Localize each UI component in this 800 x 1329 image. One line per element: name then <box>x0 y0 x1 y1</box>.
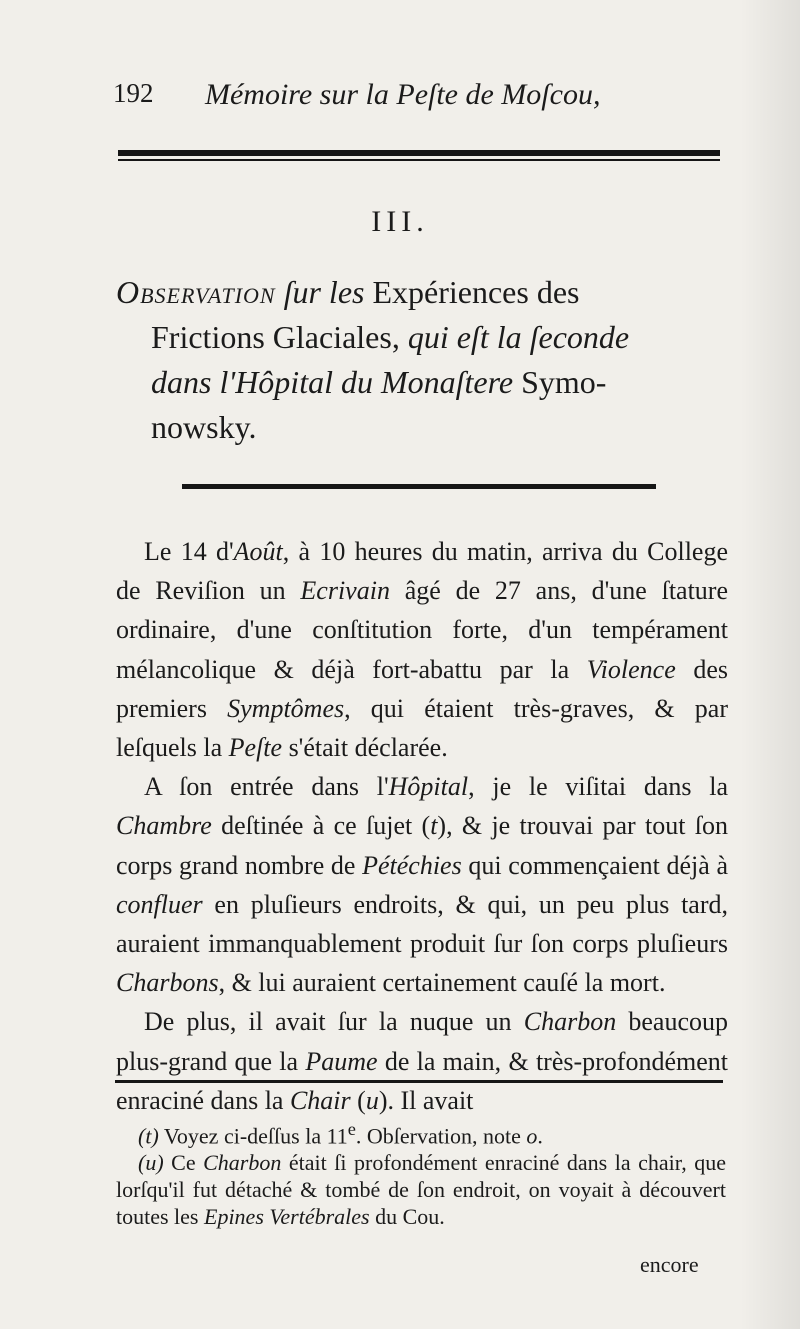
text-run: était ſi profondément enraciné dans la chair, que lorſqu'il fut détaché & tombé de ſon endroit, on voyait à découvert toutes les <box>116 1150 726 1230</box>
section-number: III. <box>371 205 429 238</box>
italic-term: Chair <box>289 1085 351 1115</box>
footnote-mark: (t) <box>138 1123 159 1149</box>
text-run: des premiers <box>116 654 728 723</box>
italic-term: Paume <box>305 1046 378 1076</box>
footnote-rule <box>115 1080 723 1083</box>
italic-term: Peſte <box>228 733 283 763</box>
text-run: ( <box>350 1085 366 1115</box>
footnote-ref-t: t <box>430 811 438 841</box>
italic-term: Charbons <box>116 968 219 998</box>
italic-term: Epines Vertébrales <box>204 1204 370 1230</box>
text-run: Ce <box>163 1150 204 1176</box>
text-run: s'était déclarée. <box>282 733 448 763</box>
footnote-u <box>116 1149 726 1230</box>
italic-term: Charbon <box>203 1150 282 1176</box>
text-run: ). Il avait <box>378 1085 474 1115</box>
text-run: De plus, il avait ſur la nuque un <box>144 1007 524 1037</box>
title-line3-rest: Symo- <box>521 364 607 400</box>
text-run: en pluſieurs endroits, & qui, un peu plus tard, auraient immanquablement produit ſur ſon corps pluſieurs <box>116 889 728 959</box>
text-run: Voyez ci-deſſus la 11 <box>158 1123 348 1149</box>
observation-title <box>116 270 726 450</box>
italic-term: Violence <box>586 654 676 684</box>
italic-term: Hôpital <box>388 772 469 802</box>
title-lead-word: Observation <box>116 274 276 310</box>
title-line2-start: Frictions Glaciales, <box>151 319 408 355</box>
body-text <box>116 532 728 1120</box>
text-run: , & lui auraient certainement cauſé la mort. <box>218 968 666 998</box>
footnotes <box>116 1116 726 1230</box>
title-line2-italic: qui eſt la ſeconde <box>407 319 630 355</box>
text-run: beaucoup plus-grand que la <box>116 1007 728 1076</box>
catchword: encore <box>640 1252 699 1277</box>
italic-term: Ecrivain <box>300 576 390 606</box>
italic-term: Symptômes <box>227 693 345 723</box>
title-line4: nowsky. <box>151 409 257 445</box>
footnote-ref-u: u <box>365 1085 379 1115</box>
title-line3-italic: dans l'Hôpital du Monaſtere <box>151 364 522 400</box>
paragraph-3 <box>116 1002 728 1120</box>
text-run: , qui étaient très-graves, & par leſquels la <box>116 693 728 763</box>
italic-term: confluer <box>116 889 203 919</box>
title-line1-mid: ſur les <box>275 274 373 310</box>
italic-term: Charbon <box>523 1007 617 1037</box>
text-run: A ſon entrée dans l' <box>144 772 389 802</box>
superscript: e <box>347 1119 356 1139</box>
text-run: de la main, & très-profondément enraciné dans la <box>116 1046 728 1115</box>
italic-term: Pétéchies <box>362 850 462 880</box>
italic-term: Août <box>233 537 283 566</box>
text-run: . <box>537 1123 543 1149</box>
running-title: Mémoire sur la Peſte de Moſcou, <box>205 78 601 111</box>
footnote-t <box>116 1116 726 1149</box>
italic-term: Chambre <box>116 811 212 841</box>
text-run: Le 14 d' <box>144 537 234 566</box>
page-edge-shadow <box>740 0 800 1329</box>
italic-term: o <box>526 1123 538 1149</box>
text-run: deſtinée à ce ſujet ( <box>211 811 431 841</box>
paragraph-1 <box>116 532 728 767</box>
text-run: du Cou. <box>369 1204 445 1230</box>
footnote-mark: (u) <box>138 1150 164 1176</box>
text-run: ), & je trouvai par tout ſon corps grand nombre de <box>116 811 728 880</box>
header-double-rule <box>118 150 720 161</box>
text-run: qui commençaient déjà à <box>461 850 728 880</box>
text-run: âgé de 27 ans, d'une ſtature ordinaire, d'une conſtitution forte, d'un tempérament mélancolique & déjà fort-abattu par la <box>116 576 729 684</box>
text-run: , je le viſitai dans la <box>468 772 728 802</box>
page-number: 192 <box>113 78 154 108</box>
title-divider-rule <box>182 484 656 489</box>
paragraph-2 <box>116 767 728 1002</box>
running-head <box>113 78 633 118</box>
text-run: . Obſervation, note <box>355 1123 527 1149</box>
text-run: , à 10 heures du matin, arriva du College de Reviſion un <box>116 537 728 606</box>
title-line1-rest: Expériences des <box>372 274 580 310</box>
